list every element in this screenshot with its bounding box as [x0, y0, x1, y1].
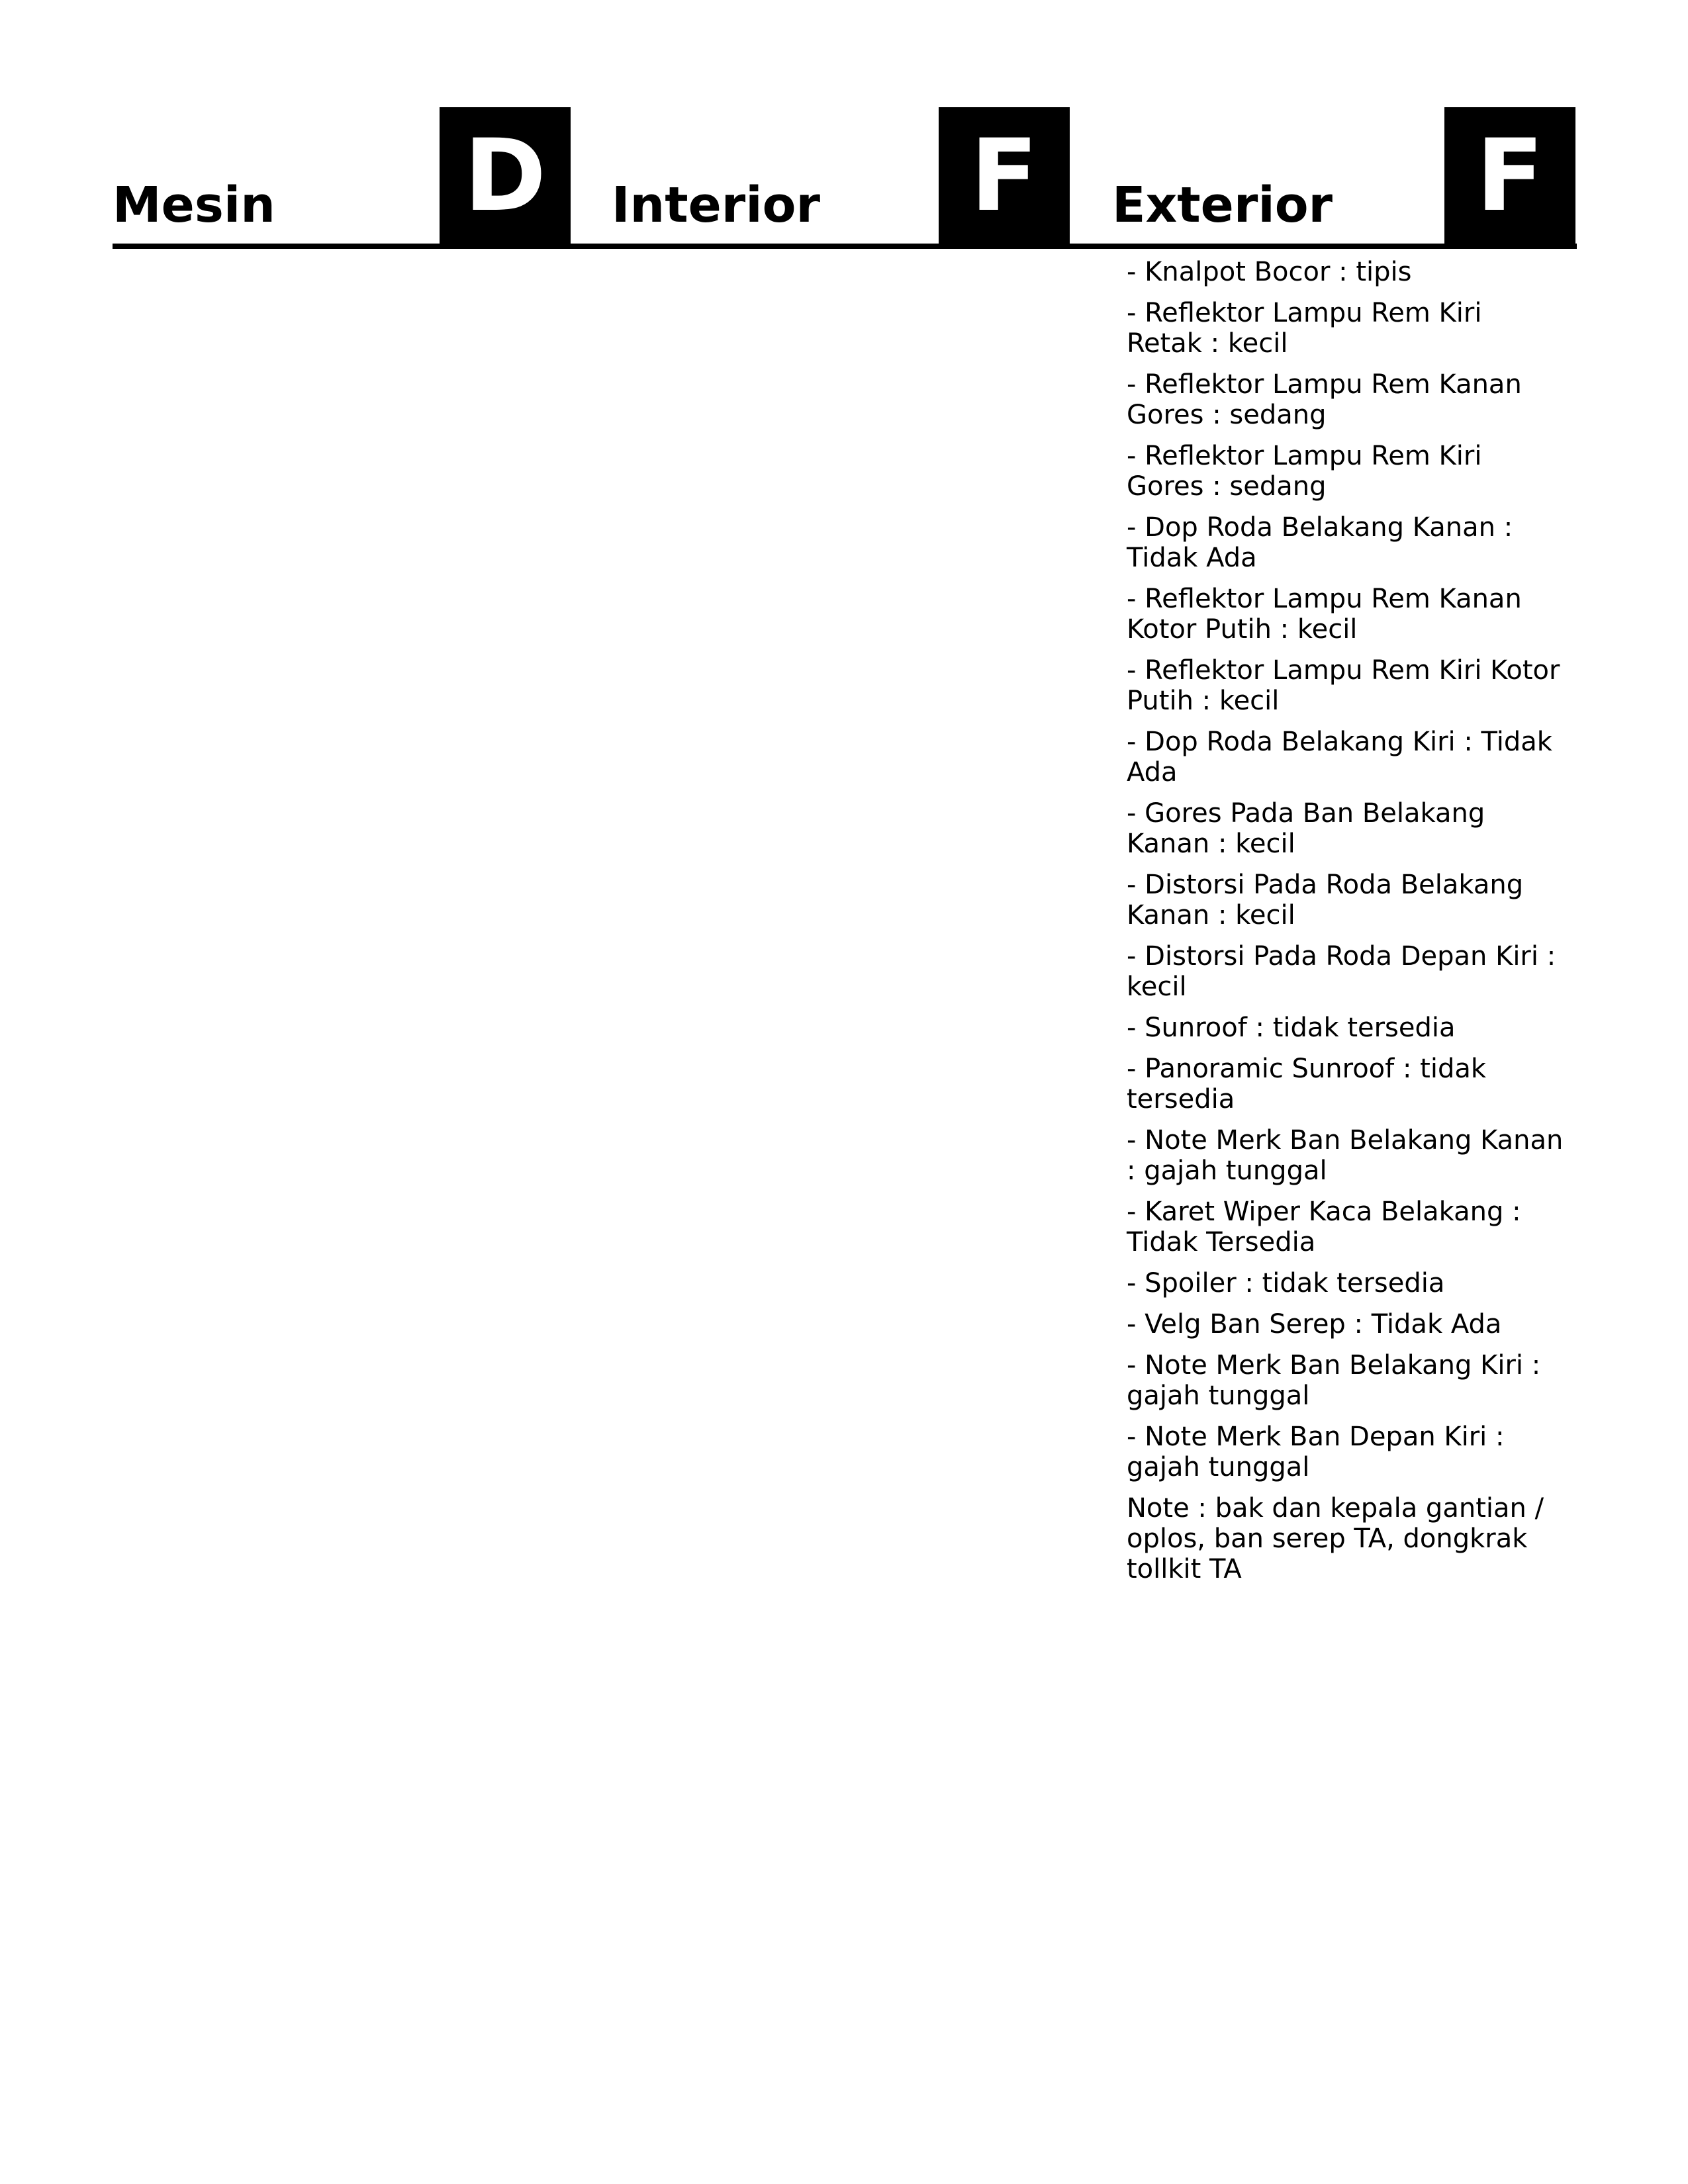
list-item: - Sunroof : tidak tersedia	[1127, 1013, 1456, 1043]
grade-badge-interior: F	[939, 107, 1070, 245]
list-item: - Note Merk Ban Belakang Kiri : gajah tunggal	[1127, 1350, 1541, 1411]
list-item: - Note Merk Ban Depan Kiri : gajah tunggal	[1127, 1422, 1505, 1482]
list-item: - Spoiler : tidak tersedia	[1127, 1268, 1445, 1298]
section-title-mesin: Mesin	[113, 177, 275, 234]
section-title-exterior: Exterior	[1112, 177, 1333, 234]
list-item: - Panoramic Sunroof : tidak tersedia	[1127, 1054, 1487, 1115]
list-item: - Knalpot Bocor : tipis	[1127, 257, 1412, 287]
list-item: - Reflektor Lampu Rem Kiri Kotor Putih : kecil	[1127, 655, 1560, 716]
list-item: - Distorsi Pada Roda Depan Kiri : kecil	[1127, 941, 1556, 1002]
list-item: - Reflektor Lampu Rem Kanan Kotor Putih : kecil	[1127, 584, 1522, 645]
header-divider	[113, 244, 1577, 249]
exterior-item-list	[1127, 257, 1564, 1595]
list-item: - Velg Ban Serep : Tidak Ada	[1127, 1309, 1502, 1340]
list-item: - Reflektor Lampu Rem Kiri Gores : sedang	[1127, 441, 1482, 502]
list-item: - Distorsi Pada Roda Belakang Kanan : kecil	[1127, 870, 1524, 931]
list-item: - Dop Roda Belakang Kiri : Tidak Ada	[1127, 727, 1552, 788]
grade-badge-mesin: D	[440, 107, 571, 245]
list-item: - Note Merk Ban Belakang Kanan : gajah tunggal	[1127, 1125, 1564, 1186]
section-title-interior: Interior	[612, 177, 820, 234]
list-item: - Dop Roda Belakang Kanan : Tidak Ada	[1127, 512, 1513, 573]
grade-badge-exterior: F	[1444, 107, 1575, 245]
list-item: - Reflektor Lampu Rem Kiri Retak : kecil	[1127, 298, 1482, 359]
list-item: - Gores Pada Ban Belakang Kanan : kecil	[1127, 798, 1485, 859]
list-item: - Karet Wiper Kaca Belakang : Tidak Tersedia	[1127, 1197, 1521, 1257]
note-text: Note : bak dan kepala gantian / oplos, ban serep TA, dongkrak tollkit TA	[1127, 1493, 1544, 1584]
list-item: - Reflektor Lampu Rem Kanan Gores : sedang	[1127, 369, 1522, 430]
section-header	[113, 107, 1577, 249]
